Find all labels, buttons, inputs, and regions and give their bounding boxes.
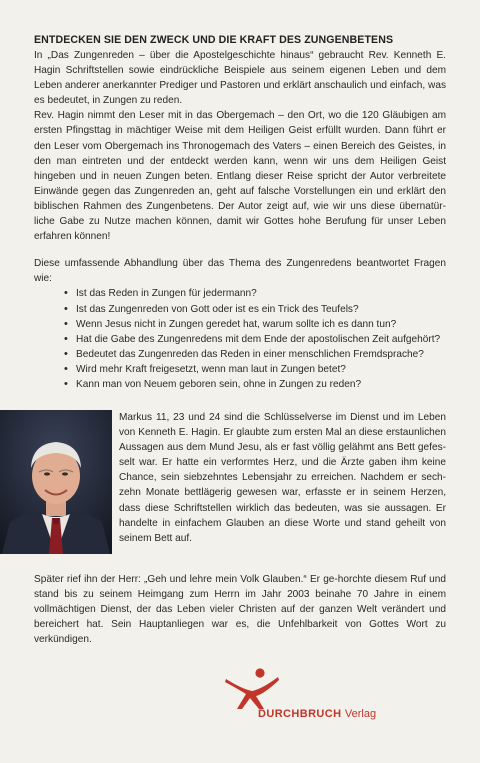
back-cover-text	[34, 34, 446, 392]
question-item: • Wird mehr Kraft freigesetzt, wenn man laut in Zungen betet?	[64, 362, 446, 377]
bio-text-column	[119, 410, 446, 546]
question-item: • Hat die Gabe des Zungenredens mit dem Ende der apostolischen Zeit aufgehört?	[64, 332, 446, 347]
publisher-logo	[244, 667, 404, 731]
author-portrait-image	[0, 410, 112, 554]
bio-paragraph-2: Später rief ihn der Herr: „Geh und lehre mein Volk Glauben.“ Er ge-horchte diesem Ruf und stand bis zu seinem Heimgang zum Herrn im Jahr 2003 beinahe 70 Jahre in einem vollmächtigen Dienst, der das Leben vieler Christen auf der ganzen Welt verändert und bereichert hat. Sein Hauptanliegen war es, die Unfehlbarkeit von Gottes Wort zu verkündigen.	[34, 574, 446, 646]
question-item: • Ist das Zungenreden von Gott oder ist es ein Trick des Teufels?	[64, 302, 446, 317]
question-item: • Wenn Jesus nicht in Zungen geredet hat, warum sollte ich es dann tun?	[64, 317, 446, 332]
bio-paragraph-1: Markus 11, 23 und 24 sind die Schlüsselverse im Dienst und im Leben von Kenneth E. Hagin. Er glaubte zum ersten Mal an diese erstaunlichen Aussagen aus dem Mund Jesu, als er fast völlig gelähmt ans Bett gefes-selt war. Er hatte ein verformtes Herz, und die Ärzte gaben ihm keine Chance, sein siebzehntes Lebensjahr zu erreichen. Nachdem er sech-zehn Monate bettlägerig gewesen war, erfasste er in seinem Herzen, dass diese Schriftstellen wirklich das bedeuten, was sie aussagen. Er handelte in einfachem Glauben an diese Worte und stand geheilt von seinem Bett auf.	[119, 412, 446, 544]
intro-paragraph-2: Rev. Hagin nimmt den Leser mit in das Obergemach – den Ort, wo die 120 Gläubigen am ersten Pfingsttag in mächtiger Weise mit dem Heiligen Geist erfüllt wurden. Dann führt er den Leser vom Obergemach ins Thronogemach des Vaters – einen Bereich des Geistes, in den man eintreten und der entdeckt werden kann, wenn wir uns dem Heiligen Geist hingeben und in neuen Zungen beten. Entlang dieser Reise spricht der Autor verbreitete Einwände gegen das Zungenreden an, geht auf falsche Vorstellungen ein und erklärt den biblischen Rahmen des Zungenbetens. Der Autor zeigt auf, wie wir uns diese übernatür-liche Gabe zu Nutze machen können, damit wir Gottes hohe Berufung für unser Leben erfahren können!	[34, 110, 446, 243]
cover-heading: ENTDECKEN SIE DEN ZWECK UND DIE KRAFT DES ZUNGENBETENS	[34, 34, 394, 46]
publisher-name: DURCHBRUCH Verlag	[258, 708, 377, 720]
author-photo	[0, 410, 112, 554]
durchbruch-figure-icon	[222, 667, 282, 709]
questions-intro: Diese umfassende Abhandlung über das Thema des Zungenredens beantwortet Fragen wie:	[34, 258, 446, 285]
question-item: • Bedeutet das Zungenreden das Reden in einer menschlichen Fremdsprache?	[64, 347, 446, 362]
questions-list	[64, 286, 446, 392]
intro-paragraph-1: In „Das Zungenreden – über die Apostelgeschichte hinaus“ gebraucht Rev. Kenneth E. Hagin Schriftstellen sowie eindrückliche Beispiele aus seinem eigenen Leben und dem Leben anderer anerkannter Prediger und Pastoren und erklärt anschaulich und einfach, was es bedeutet, in Zungen zu reden.	[34, 50, 446, 107]
question-item: • Ist das Reden in Zungen für jedermann?	[64, 286, 446, 301]
bio-text-full	[34, 572, 446, 647]
question-item: • Kann man von Neuem geboren sein, ohne in Zungen zu reden?	[64, 377, 446, 392]
